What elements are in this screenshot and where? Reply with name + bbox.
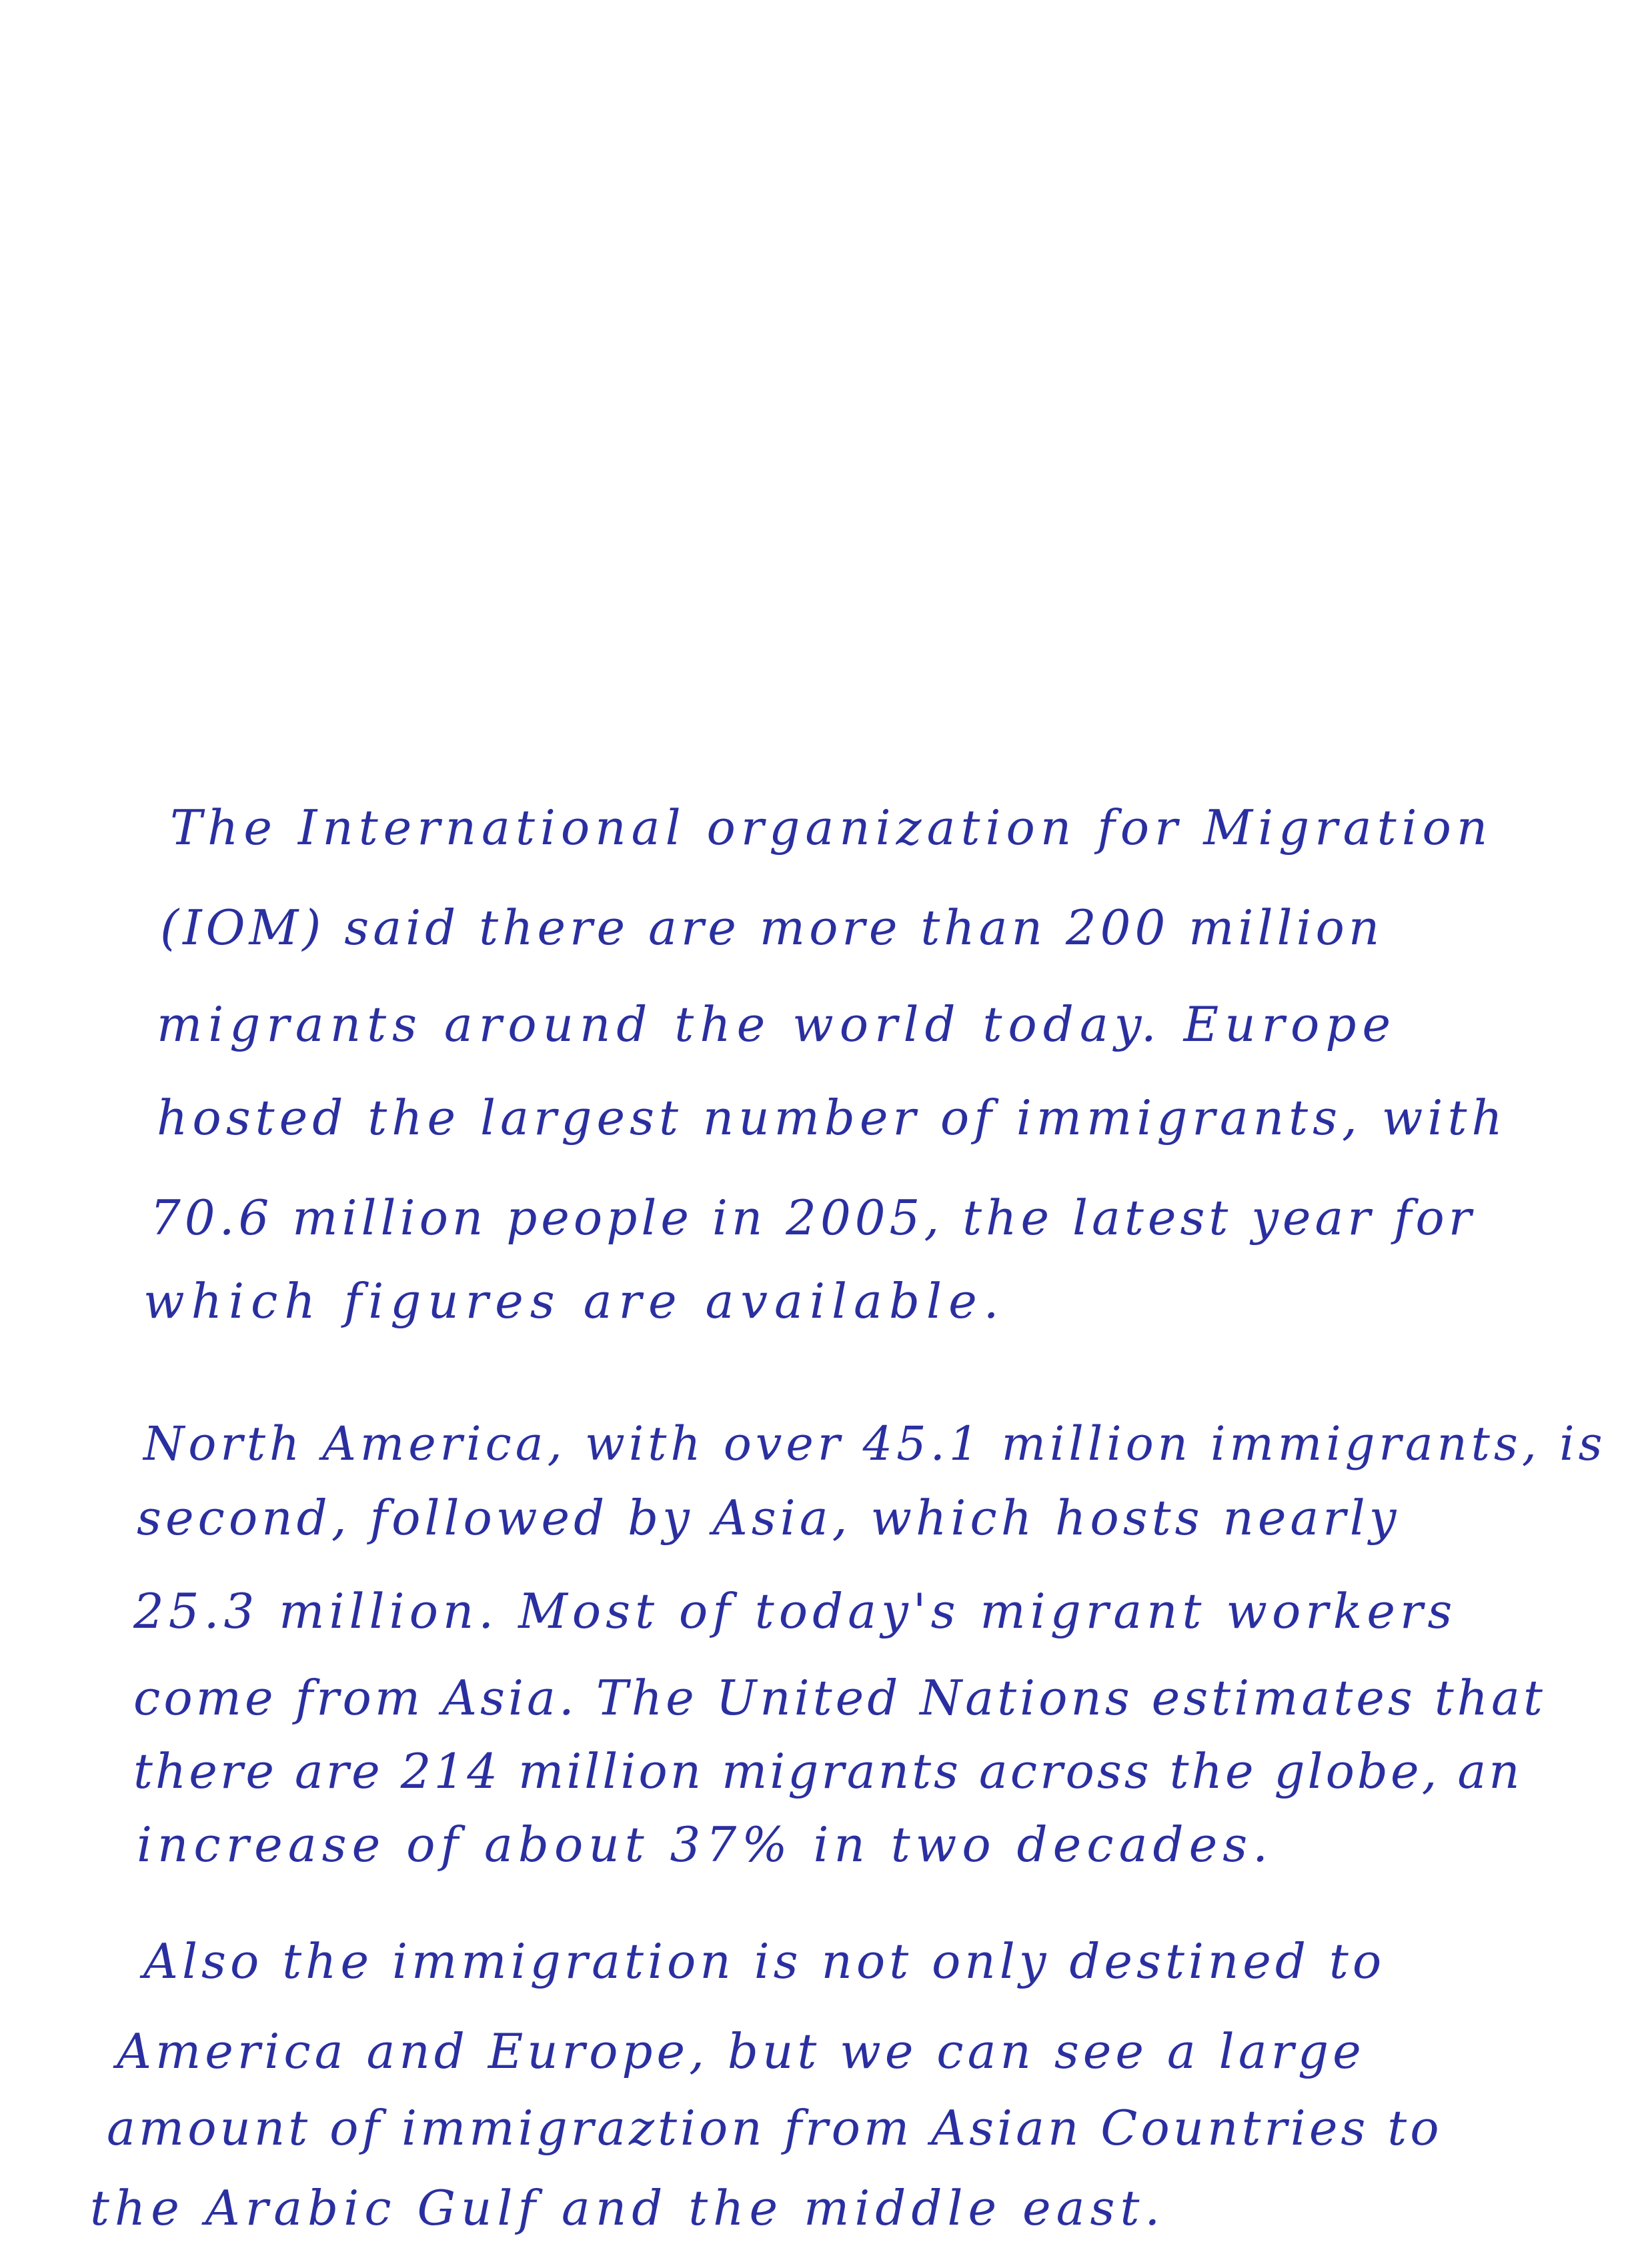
text-line: increase of about 37% in two decades. [137,1817,1274,1873]
text-line: 70.6 million people in 2005, the latest year for [150,1190,1476,1246]
text-line: Also the immigration is not only destined to [143,1933,1386,1989]
text-line: the Arabic Gulf and the middle east. [90,2180,1166,2236]
text-line: second, followed by Asia, which hosts nearly [137,1490,1401,1546]
text-line: come from Asia. The United Nations estimates that [133,1670,1546,1726]
text-line: North America, with over 45.1 million immigrants, is [143,1416,1607,1471]
text-line: amount of immigraztion from Asian Countries to [107,2100,1443,2156]
text-line: The International organization for Migration [170,800,1493,856]
text-line: hosted the largest number of immigrants, with [157,1090,1507,1146]
text-line: there are 214 million migrants across the globe, an [133,1743,1523,1799]
text-line: which figures are available. [143,1273,1006,1329]
text-line: (IOM) said there are more than 200 million [160,900,1384,956]
text-line: America and Europe, but we can see a large [117,2023,1365,2079]
text-line: 25.3 million. Most of today's migrant workers [133,1583,1457,1639]
text-line: migrants around the world today. Europe [157,996,1397,1052]
